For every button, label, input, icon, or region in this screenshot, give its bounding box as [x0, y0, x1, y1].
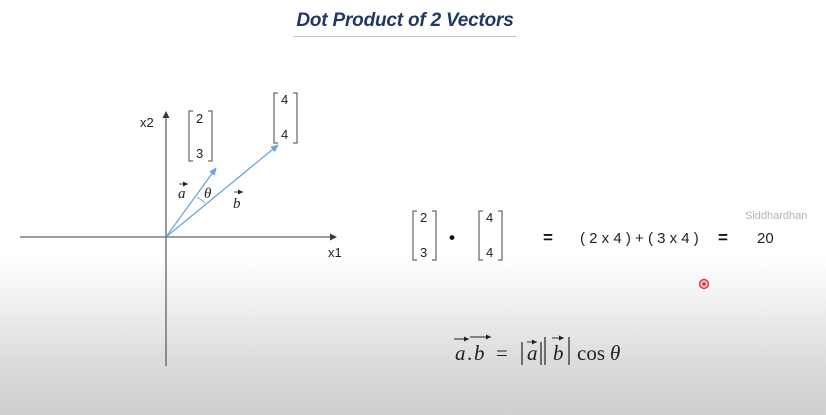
formula-equals: = — [496, 341, 508, 365]
eq-right-matrix-value-1: 4 — [486, 210, 494, 225]
matrix-b-value-1: 4 — [281, 92, 289, 107]
eq-right-matrix-right-bracket — [498, 211, 502, 260]
eq-right-matrix-value-2: 4 — [486, 245, 494, 260]
formula-lhs-a: a — [455, 341, 466, 365]
matrix-b-value-2: 4 — [281, 127, 289, 142]
equals-sign-1: = — [543, 228, 553, 247]
matrix-b-right-bracket — [293, 93, 297, 143]
angle-label: θ — [204, 186, 212, 202]
watermark: Siddhardhan — [745, 210, 808, 222]
y-axis-label: x2 — [140, 115, 154, 130]
dot-symbol: • — [449, 228, 455, 247]
formula-theta: θ — [610, 341, 621, 365]
eq-right-matrix-left-bracket — [479, 211, 483, 260]
cursor-dot — [702, 282, 705, 285]
formula-lhs-dot: . — [467, 341, 473, 365]
eq-left-matrix-value-1: 2 — [420, 210, 428, 225]
formula-cos: cos — [577, 341, 605, 365]
eq-left-matrix-left-bracket — [413, 211, 417, 260]
eq-left-matrix-value-2: 3 — [420, 245, 428, 260]
equals-sign-2: = — [718, 228, 728, 247]
matrix-b-left-bracket — [274, 93, 278, 143]
result-value: 20 — [757, 230, 774, 247]
matrix-a-right-bracket — [208, 111, 212, 161]
matrix-a-value-2: 3 — [196, 146, 204, 161]
formula-lhs-b: b — [474, 341, 485, 365]
matrix-a-left-bracket — [189, 111, 193, 161]
eq-left-matrix-right-bracket — [432, 211, 436, 260]
expansion-text: ( 2 x 4 ) + ( 3 x 4 ) — [580, 230, 699, 247]
matrix-a-value-1: 2 — [196, 111, 204, 126]
vector-a-label: a — [178, 186, 186, 202]
page-title: Dot Product of 2 Vectors — [296, 10, 514, 31]
formula-mod-a: a — [527, 341, 538, 365]
x-axis-label: x1 — [328, 245, 342, 260]
vector-b-label: b — [233, 196, 241, 212]
formula-mod-b: b — [553, 341, 564, 365]
